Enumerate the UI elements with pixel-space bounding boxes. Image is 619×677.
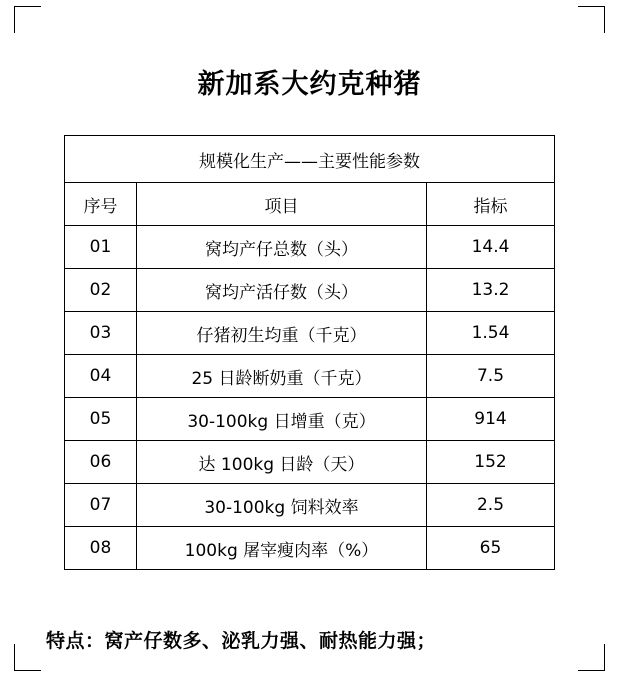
- row-value: 1.54: [426, 312, 554, 355]
- row-item: 达 100kg 日龄（天）: [136, 441, 426, 484]
- row-value: 7.5: [426, 355, 554, 398]
- table-row: [64, 527, 554, 570]
- row-no: 05: [64, 398, 136, 441]
- table-row: [64, 355, 554, 398]
- column-header-no: 序号: [64, 183, 136, 226]
- performance-parameters-table: [64, 135, 555, 570]
- row-item: 窝均产活仔数（头）: [136, 269, 426, 312]
- row-value: 914: [426, 398, 554, 441]
- row-value: 2.5: [426, 484, 554, 527]
- table-row: [64, 441, 554, 484]
- table-header-row: [64, 183, 554, 226]
- row-no: 07: [64, 484, 136, 527]
- row-value: 13.2: [426, 269, 554, 312]
- table-caption-row: [64, 136, 554, 183]
- row-value: 65: [426, 527, 554, 570]
- row-no: 06: [64, 441, 136, 484]
- row-no: 01: [64, 226, 136, 269]
- column-header-value: 指标: [426, 183, 554, 226]
- row-no: 04: [64, 355, 136, 398]
- footnote-text: 特点：窝产仔数多、泌乳力强、耐热能力强；: [46, 630, 437, 652]
- table-caption: 规模化生产——主要性能参数: [64, 136, 554, 183]
- column-header-item: 项目: [136, 183, 426, 226]
- row-value: 152: [426, 441, 554, 484]
- table-row: [64, 226, 554, 269]
- table-row: [64, 398, 554, 441]
- row-no: 02: [64, 269, 136, 312]
- table-row: [64, 484, 554, 527]
- page-title: 新加系大约克种猪: [197, 69, 422, 100]
- row-item: 窝均产仔总数（头）: [136, 226, 426, 269]
- row-item: 100kg 屠宰瘦肉率（%）: [136, 527, 426, 570]
- table-row: [64, 269, 554, 312]
- row-item: 30-100kg 日增重（克）: [136, 398, 426, 441]
- table-row: [64, 312, 554, 355]
- row-no: 08: [64, 527, 136, 570]
- row-item: 仔猪初生均重（千克）: [136, 312, 426, 355]
- row-item: 30-100kg 饲料效率: [136, 484, 426, 527]
- row-item: 25 日龄断奶重（千克）: [136, 355, 426, 398]
- row-no: 03: [64, 312, 136, 355]
- row-value: 14.4: [426, 226, 554, 269]
